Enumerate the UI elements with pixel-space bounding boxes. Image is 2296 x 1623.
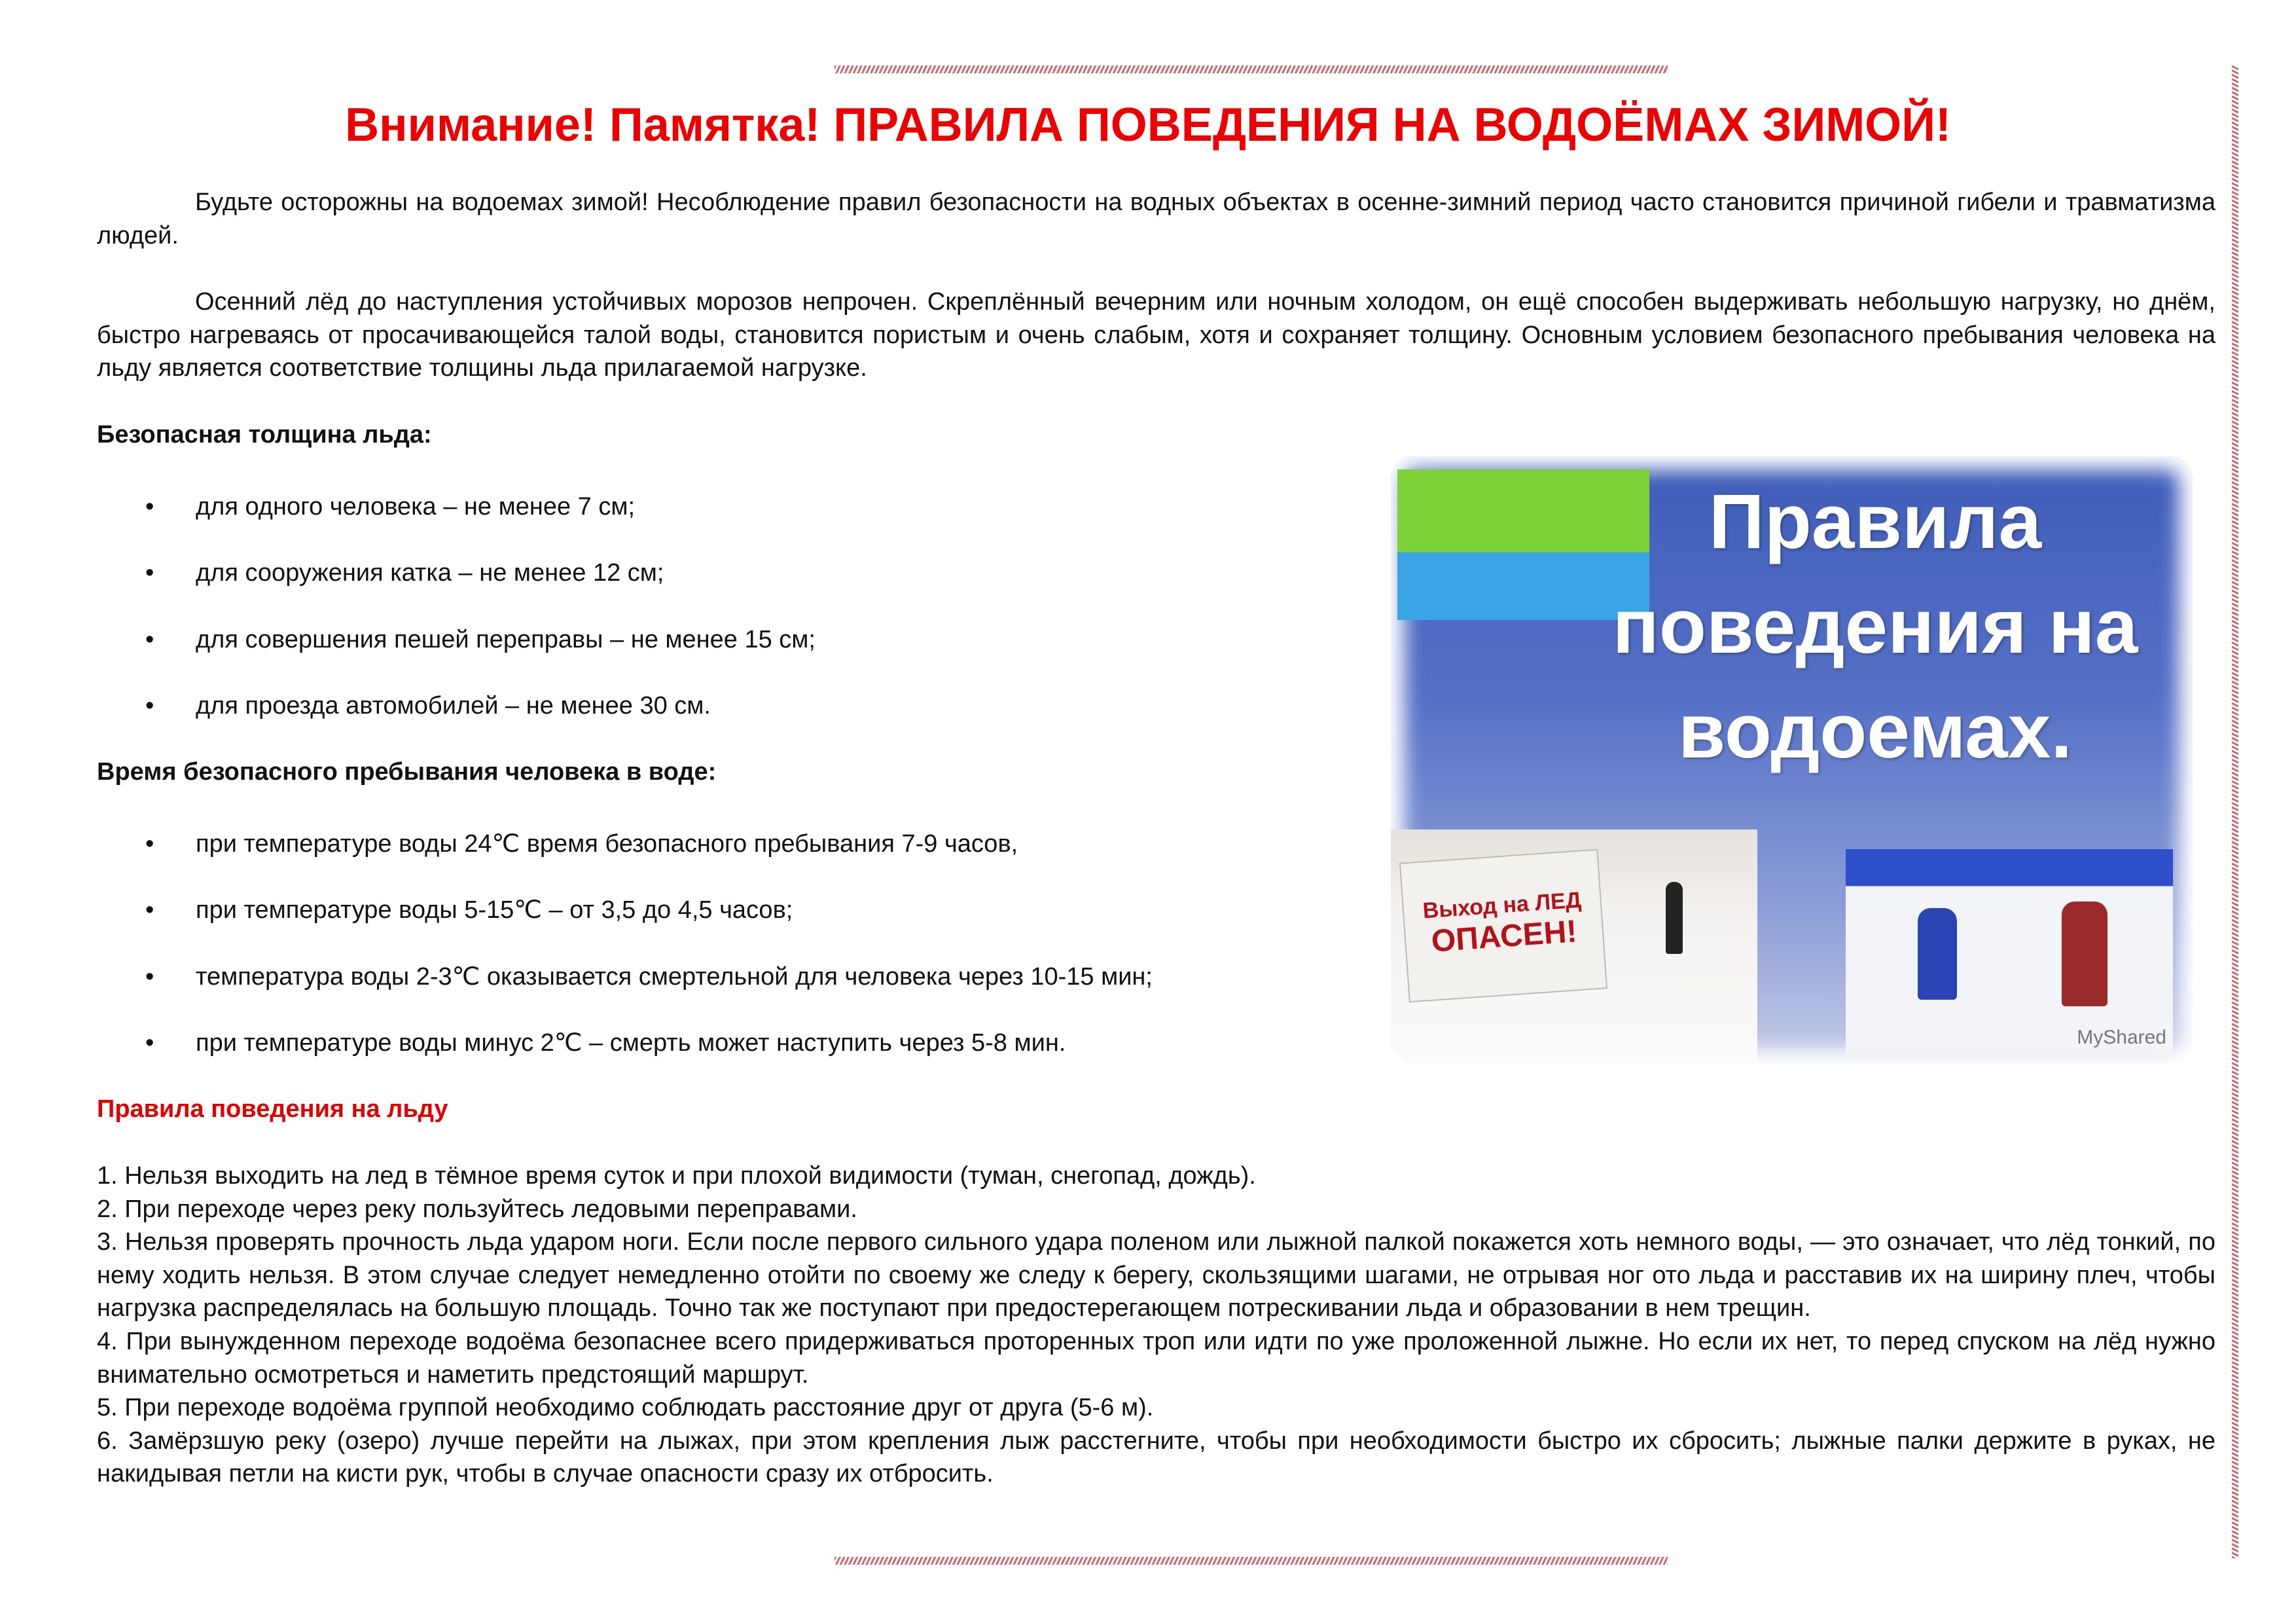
rule-item: 3. Нельзя проверять прочность льда ударом ноги. Если после первого сильного удара поленом или лыжной палкой покажется хоть немного воды, — это означает, что лёд тонкий, по нему ходить нельзя. В этом случае следует немедленно отойти по своему же следу к берегу, скользящими шагами, не отрывая ног ото льда и расставив их на ширину плеч, чтобы нагрузка распределялась на большую площадь. Точно так же поступают при предостерегающем потрескивании льда и образовании в нем трещин.	[97, 1228, 2215, 1322]
rule-item: 4. При вынужденном переходе водоёма безопаснее всего придерживаться проторенных троп или идти по уже проложенной лыжне. Но если их нет, то перед спуском на лёд нужно внимательно осмотреться и наметить предстоящий маршрут.	[97, 1327, 2215, 1389]
right-decorative-border	[2232, 65, 2238, 1558]
danger-sign: Выход на ЛЕД ОПАСЕН!	[1399, 849, 1607, 1003]
poster-title: Правила поведения на водоемах.	[1612, 479, 2138, 775]
rules-list	[97, 1159, 2215, 1491]
skating-children-illustration	[1846, 849, 2173, 1055]
rules-heading: Правила поведения на льду	[97, 1095, 448, 1123]
water-time-heading: Время безопасного пребывания человека в воде:	[97, 758, 717, 786]
autumn-ice-paragraph: Осенний лёд до наступления устойчивых морозов непрочен. Скреплённый вечерним или ночным холодом, он ещё способен выдерживать небольшую нагрузку, но днём, быстро нагреваясь от просачивающейся талой воды, становится пористым и очень слабым, хотя и сохраняет толщину. Основным условием безопасного пребывания человека на льду является соответствие толщины льда прилагаемой нагрузке.	[97, 288, 2215, 382]
child-red	[2062, 902, 2108, 1006]
rule-item: 6. Замёрзшую реку (озеро) лучше перейти на лыжах, при этом крепления лыж расстегните, чтобы при необходимости быстро их сбросить; лыжные палки держите в руках, не накидывая петли на кисти рук, чтобы в случае опасности сразу их отбросить.	[97, 1427, 2215, 1488]
page-title: Внимание! Памятка! ПРАВИЛА ПОВЕДЕНИЯ НА ВОДОЁМАХ ЗИМОЙ!	[345, 99, 1951, 151]
rule-item: 2. При переходе через реку пользуйтесь ледовыми переправами.	[97, 1195, 857, 1223]
top-decorative-border	[834, 65, 1668, 73]
danger-sign-photo	[1391, 830, 1757, 1063]
rules-poster-image	[1391, 456, 2193, 1063]
walking-person	[1666, 882, 1683, 954]
child-blue	[1918, 908, 1957, 1000]
ice-thickness-heading: Безопасная толщина льда:	[97, 421, 432, 448]
intro-paragraph: Будьте осторожны на водоемах зимой! Несоблюдение правил безопасности на водных объектах в осенне-зимний период часто становится причиной гибели и травматизма людей.	[97, 189, 2215, 249]
watermark: MyShared	[2077, 1027, 2166, 1048]
bottom-decorative-border	[834, 1557, 1668, 1565]
rule-item: 5. При переходе водоёма группой необходимо соблюдать расстояние друг от друга (5-6 м).	[97, 1394, 1154, 1422]
rule-item: 1. Нельзя выходить на лед в тёмное время суток и при плохой видимости (туман, снегопад, дождь).	[97, 1162, 1256, 1190]
